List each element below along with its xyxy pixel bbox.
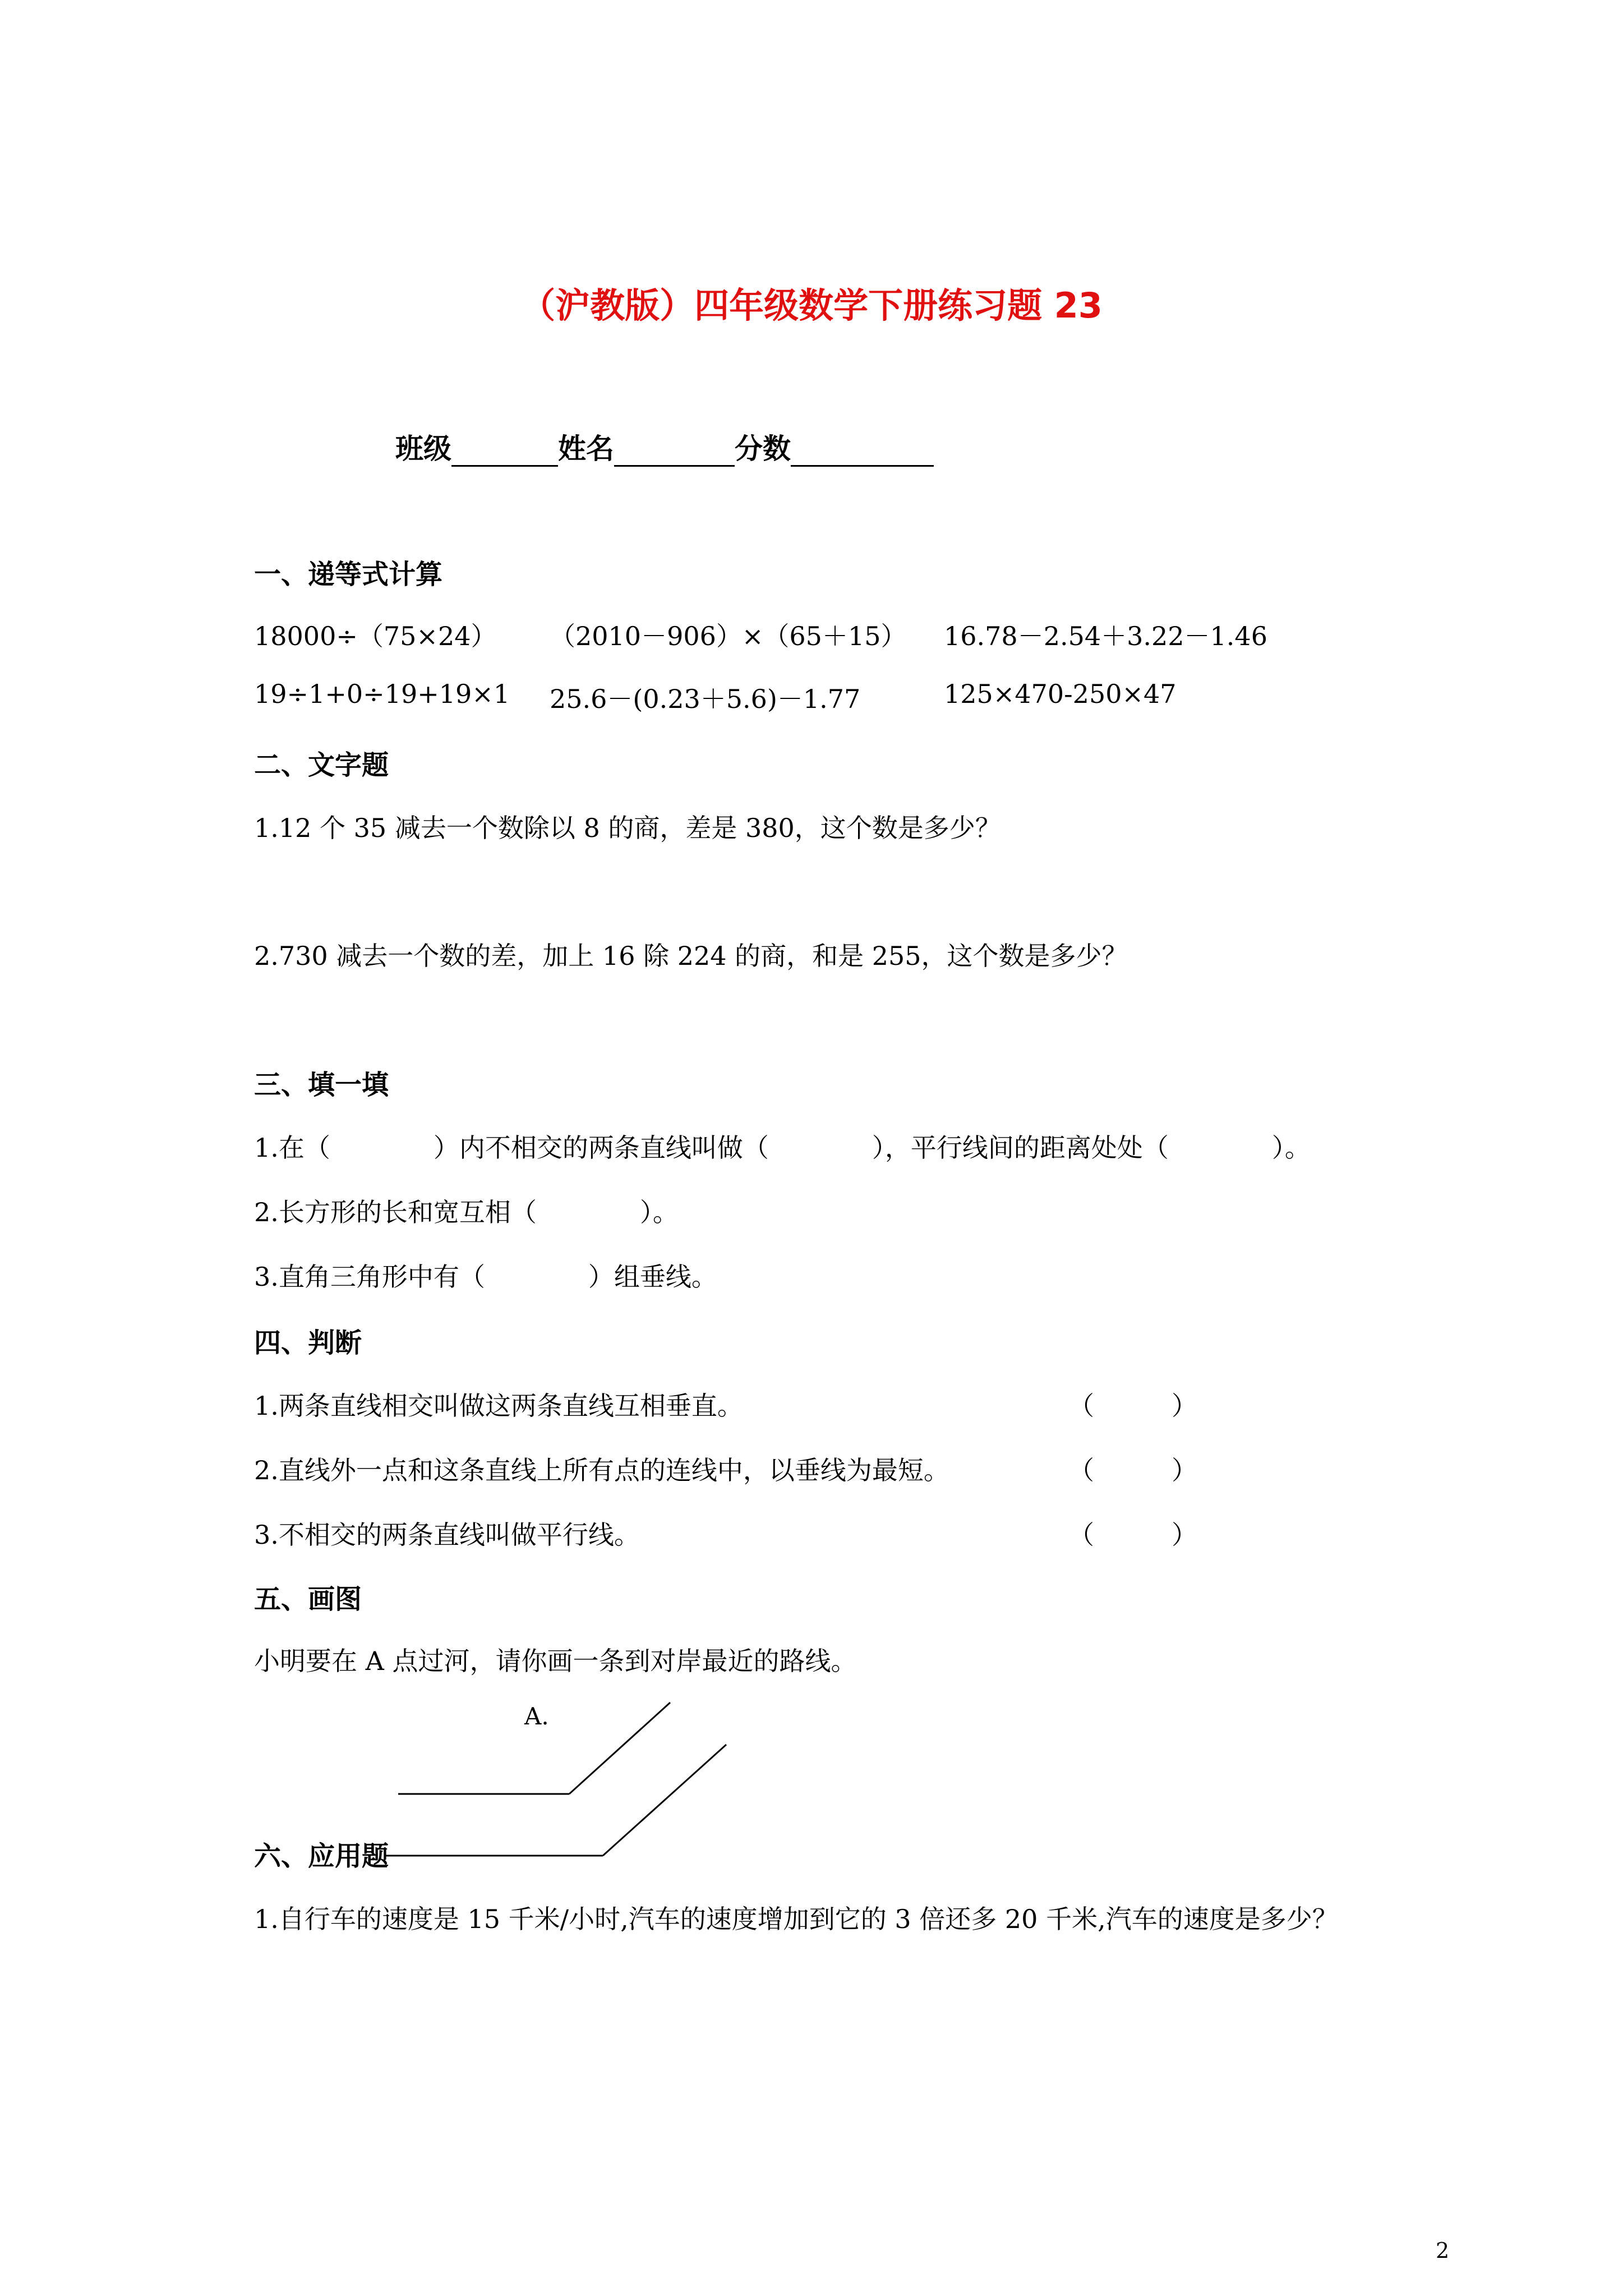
river-bank-upper-right: [569, 1703, 670, 1794]
judge-3: 3.不相交的两条直线叫做平行线。: [254, 1520, 640, 1550]
page-title: （沪教版）四年级数学下册练习题 23: [520, 285, 1103, 326]
application-problem-1: 1.自行车的速度是 15 千米/小时,汽车的速度增加到它的 3 倍还多 20 千米,汽车的速度是多少？: [254, 1904, 1338, 1934]
judge-2-answer[interactable]: （ ）: [1068, 1455, 1197, 1485]
section-6-heading: 六、应用题: [254, 1841, 389, 1872]
calc-expression: 19÷1+0÷19+19×1: [254, 679, 510, 709]
score-label: 分数: [735, 432, 791, 465]
fill-blank-3: 3.直角三角形中有（ ）组垂线。: [254, 1262, 717, 1292]
judge-1-answer[interactable]: （ ）: [1068, 1391, 1197, 1421]
section-2-heading: 二、文字题: [254, 749, 389, 781]
word-problem-1: 1.12 个 35 减去一个数除以 8 的商，差是 380，这个数是多少？: [254, 813, 1001, 843]
judge-2: 2.直线外一点和这条直线上所有点的连线中，以垂线为最短。: [254, 1455, 949, 1485]
word-problem-2: 2.730 减去一个数的差，加上 16 除 224 的商，和是 255，这个数是多少？: [254, 941, 1128, 971]
calc-expression: 16.78－2.54＋3.22－1.46: [944, 621, 1267, 651]
calc-expression: 25.6－(0.23＋5.6)－1.77: [550, 684, 861, 714]
section-3-heading: 三、填一填: [254, 1069, 389, 1101]
point-a-label: A.: [524, 1703, 549, 1730]
class-label: 班级: [395, 432, 451, 465]
calc-expression: 125×470-250×47: [944, 679, 1177, 709]
section-5-heading: 五、画图: [254, 1584, 362, 1615]
fill-blank-2: 2.长方形的长和宽互相（ ）。: [254, 1197, 679, 1227]
calc-expression: 18000÷（75×24）: [254, 621, 497, 651]
fill-blank-1: 1.在（ ）内不相交的两条直线叫做（ ），平行线间的距离处处（ ）。: [254, 1133, 1311, 1163]
name-label: 姓名: [558, 432, 614, 465]
judge-1: 1.两条直线相交叫做这两条直线互相垂直。: [254, 1391, 743, 1421]
judge-3-answer[interactable]: （ ）: [1068, 1520, 1197, 1550]
river-bank-lower-right: [603, 1745, 726, 1856]
calc-expression: （2010－906）×（65＋15）: [550, 621, 907, 651]
page-number: 2: [1436, 2238, 1450, 2263]
drawing-instruction: 小明要在 A 点过河，请你画一条到对岸最近的路线。: [254, 1646, 857, 1676]
section-1-heading: 一、递等式计算: [254, 559, 443, 590]
section-4-heading: 四、判断: [254, 1327, 362, 1359]
